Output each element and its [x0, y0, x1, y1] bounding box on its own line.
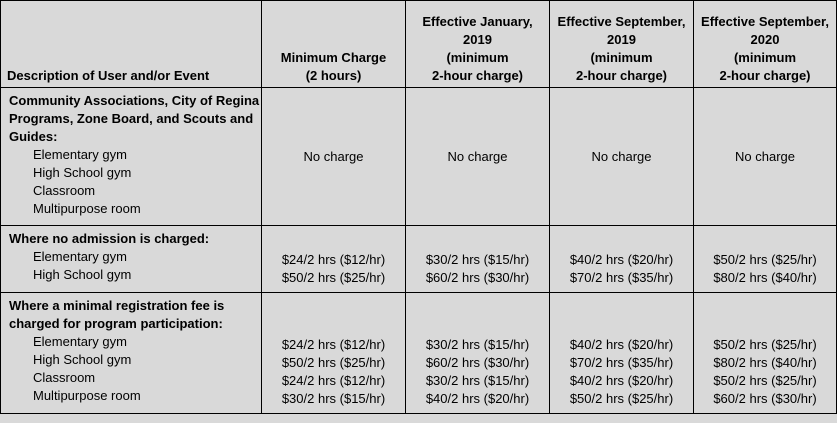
- cell-sep-2020: $50/2 hrs ($25/hr) $80/2 hrs ($40/hr) $50/2 hrs ($25/hr) $60/2 hrs ($30/hr): [694, 293, 837, 414]
- cell-jan-2019: $30/2 hrs ($15/hr) $60/2 hrs ($30/hr): [406, 226, 550, 293]
- cell-sep-2019: $40/2 hrs ($20/hr) $70/2 hrs ($35/hr): [550, 226, 694, 293]
- facility-item: High School gym: [33, 165, 132, 180]
- header-effective-sep-2020: Effective September, 2020 (minimum 2-hour charge): [694, 1, 837, 88]
- cell-jan-2019: No charge: [406, 88, 550, 226]
- cell-minimum-charge: $24/2 hrs ($12/hr) $50/2 hrs ($25/hr) $24/2 hrs ($12/hr) $30/2 hrs ($15/hr): [262, 293, 406, 414]
- cell-sep-2019: No charge: [550, 88, 694, 226]
- facility-item: Classroom: [33, 183, 96, 198]
- group-title: Community Associations, City of Regina: [9, 93, 260, 108]
- table-row: [1, 293, 837, 414]
- facility-item: Multipurpose room: [33, 388, 141, 403]
- cell-sep-2020: No charge: [694, 88, 837, 226]
- facility-item: Multipurpose room: [33, 201, 141, 216]
- row-description: [1, 293, 262, 414]
- row-description: [1, 88, 262, 226]
- header-minimum-charge: Minimum Charge (2 hours): [262, 1, 406, 88]
- row-description: [1, 226, 262, 293]
- table-row: [1, 88, 837, 226]
- cell-minimum-charge: $24/2 hrs ($12/hr) $50/2 hrs ($25/hr): [262, 226, 406, 293]
- header-effective-sep-2019: Effective September, 2019 (minimum 2-hour charge): [550, 1, 694, 88]
- facility-item: Elementary gym: [33, 147, 127, 162]
- facility-item: High School gym: [33, 352, 132, 367]
- header-description: Description of User and/or Event: [1, 1, 262, 88]
- cell-sep-2019: $40/2 hrs ($20/hr) $70/2 hrs ($35/hr) $40/2 hrs ($20/hr) $50/2 hrs ($25/hr): [550, 293, 694, 414]
- header-row: [1, 1, 837, 88]
- table-row: [1, 226, 837, 293]
- facility-item: Elementary gym: [33, 334, 127, 349]
- cell-minimum-charge: No charge: [262, 88, 406, 226]
- group-title: Guides:: [9, 129, 58, 144]
- group-title: charged for program participation:: [9, 316, 223, 331]
- cell-sep-2020: $50/2 hrs ($25/hr) $80/2 hrs ($40/hr): [694, 226, 837, 293]
- header-effective-jan-2019: Effective January, 2019 (minimum 2-hour charge): [406, 1, 550, 88]
- group-title: Programs, Zone Board, and Scouts and: [9, 111, 254, 126]
- group-title: Where a minimal registration fee is: [9, 298, 225, 313]
- group-title: Where no admission is charged:: [9, 231, 210, 246]
- facility-item: High School gym: [33, 267, 132, 282]
- facility-item: Elementary gym: [33, 249, 127, 264]
- facility-item: Classroom: [33, 370, 96, 385]
- cell-jan-2019: $30/2 hrs ($15/hr) $60/2 hrs ($30/hr) $30/2 hrs ($15/hr) $40/2 hrs ($20/hr): [406, 293, 550, 414]
